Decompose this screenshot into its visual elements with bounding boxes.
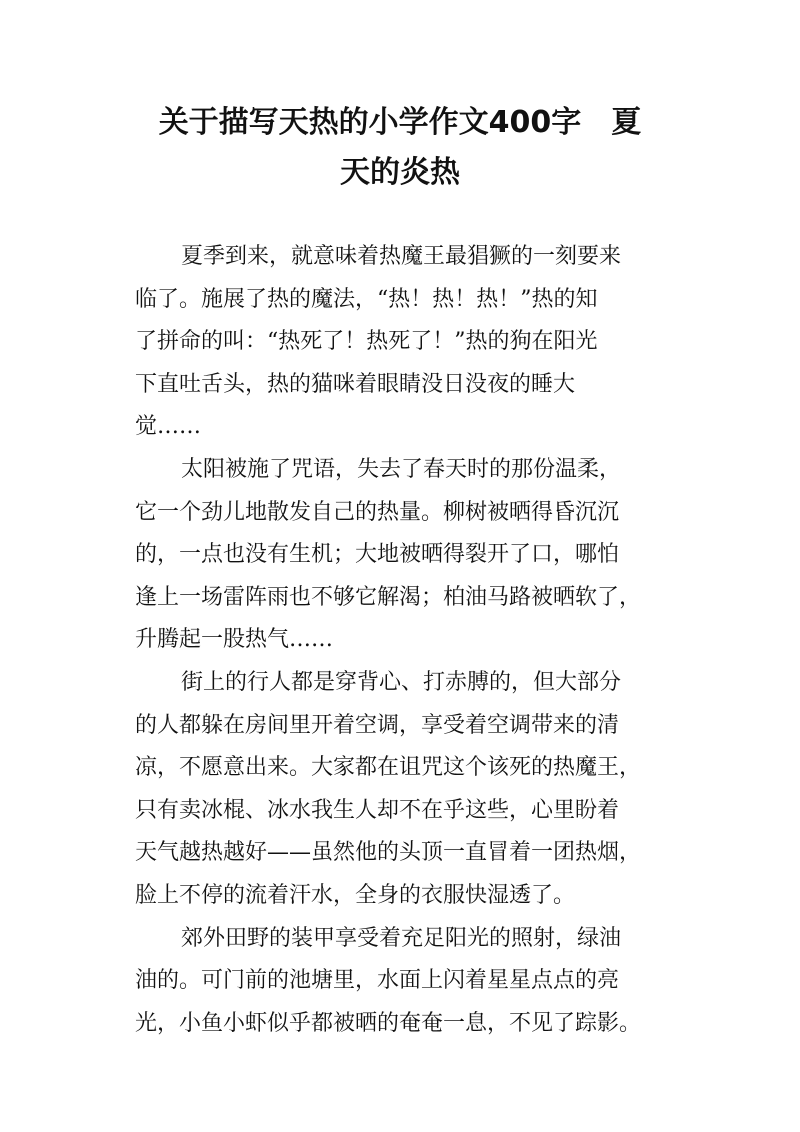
text-line: 油的。可门前的池塘里，水面上闪着星星点点的亮	[135, 968, 620, 994]
text-line: 下直吐舌头，热的猫咪着眼睛没日没夜的睡大	[135, 371, 576, 397]
text-line: 街上的行人都是穿背心、打赤膊的，但大部分	[181, 669, 622, 695]
text-line: 郊外田野的装甲享受着充足阳光的照射，绿油	[181, 925, 622, 951]
text-line: 了拼命的叫：“热死了！热死了！”热的狗在阳光	[135, 329, 598, 355]
text-line: 凉，不愿意出来。大家都在诅咒这个该死的热魔王，	[135, 755, 642, 781]
text-line: 升腾起一股热气……	[135, 627, 334, 653]
paragraph-3	[135, 662, 675, 918]
text-line: 夏季到来，就意味着热魔王最猖獗的一刻要来	[181, 244, 622, 269]
text-line: 的人都躲在房间里开着空调，享受着空调带来的清	[135, 712, 620, 738]
paragraph-2	[135, 449, 675, 662]
document-title	[120, 98, 680, 198]
text-line: 的，一点也没有生机；大地被晒得裂开了口，哪怕	[135, 542, 620, 568]
text-line: 太阳被施了咒语，失去了春天时的那份温柔，	[181, 456, 622, 482]
text-line: 逢上一场雷阵雨也不够它解渴；柏油马路被晒软了，	[135, 584, 642, 610]
essay-body	[135, 236, 675, 1045]
text-line: 天气越热越好——虽然他的头顶一直冒着一团热烟，	[135, 840, 642, 866]
title-line: 关于描写天热的小学作文400字 夏	[158, 105, 642, 140]
text-line: 临了。施展了热的魔法，“热！热！热！”热的知	[135, 286, 598, 312]
text-line: 光，小鱼小虾似乎都被晒的奄奄一息，不见了踪影。	[135, 1010, 642, 1036]
paragraph-1	[135, 236, 675, 449]
title-line: 天的炎热	[340, 155, 460, 190]
text-line: 脸上不停的流着汗水，全身的衣服快湿透了。	[135, 882, 576, 908]
text-line: 它一个劲儿地散发自己的热量。柳树被晒得昏沉沉	[135, 499, 620, 525]
text-line: 觉……	[135, 414, 202, 440]
paragraph-4	[135, 918, 675, 1046]
text-line: 只有卖冰棍、冰水我生人却不在乎这些，心里盼着	[135, 797, 620, 823]
